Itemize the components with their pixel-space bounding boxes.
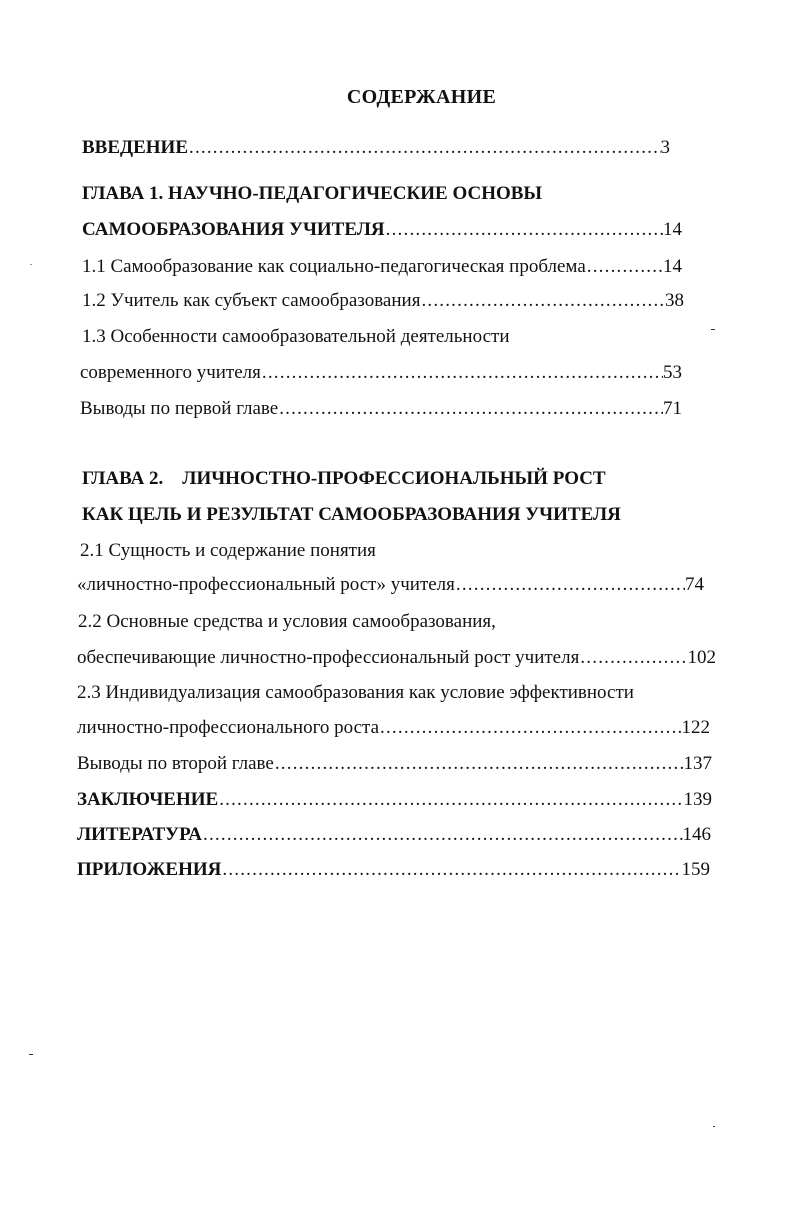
toc-entry-1-1 [82, 255, 682, 279]
toc-entry-page: 137 [683, 753, 712, 774]
dot-leader [579, 646, 687, 670]
toc-entry-conclusion [77, 788, 712, 812]
toc-entry-2-2 [77, 646, 716, 670]
toc-entry-literature [77, 823, 711, 847]
toc-entry-page: 3 [660, 137, 670, 158]
toc-entry-2-2-line1: 2.2 Основные средства и условия самообразования, [78, 611, 496, 632]
toc-entry-2-1-line1: 2.1 Сущность и содержание понятия [80, 540, 376, 561]
scan-speck [29, 1054, 33, 1055]
chapter2-heading-line1: ГЛАВА 2. ЛИЧНОСТНО-ПРОФЕССИОНАЛЬНЫЙ РОСТ [82, 468, 606, 489]
dot-leader [261, 361, 663, 385]
toc-entry-page: 74 [685, 574, 704, 595]
toc-entry-page: 53 [663, 362, 682, 383]
toc-entry-label: современного учителя [80, 362, 261, 383]
toc-entry-page: 146 [682, 824, 711, 845]
toc-entry-label: личностно-профессионального роста [77, 717, 380, 738]
chapter1-heading-line1: ГЛАВА 1. НАУЧНО-ПЕДАГОГИЧЕСКИЕ ОСНОВЫ [82, 183, 543, 204]
toc-entry-intro [82, 136, 670, 160]
toc-entry-label: ЗАКЛЮЧЕНИЕ [77, 789, 219, 810]
scan-speck [711, 329, 715, 330]
chapter2-heading-line2: КАК ЦЕЛЬ И РЕЗУЛЬТАТ САМООБРАЗОВАНИЯ УЧИТЕЛЯ [82, 504, 621, 525]
toc-entry-page: 102 [687, 647, 716, 668]
toc-entry-label: ПРИЛОЖЕНИЯ [77, 859, 222, 880]
toc-entry-1-2 [82, 289, 684, 313]
toc-entry-2-3 [77, 716, 710, 740]
toc-entry-page: 38 [665, 290, 684, 311]
toc-entry-page: 139 [683, 789, 712, 810]
toc-entry-2-3-line1: 2.3 Индивидуализация самообразования как условие эффективности [77, 682, 634, 703]
scan-speck [30, 264, 32, 265]
toc-entry-page: 71 [663, 398, 682, 419]
toc-entry-chapter1-conclusions [80, 397, 682, 421]
toc-entry-label: «личностно-профессиональный рост» учителя [77, 574, 455, 595]
dot-leader [379, 716, 681, 740]
dot-leader [420, 289, 665, 313]
toc-entry-page: 14 [663, 256, 682, 277]
dot-leader [278, 397, 663, 421]
toc-entry-label: обеспечивающие личностно-профессиональный рост учителя [77, 647, 580, 668]
dot-leader [221, 858, 681, 882]
dot-leader [455, 573, 685, 597]
toc-entry-label: Выводы по первой главе [80, 398, 279, 419]
toc-title: СОДЕРЖАНИЕ [346, 86, 497, 108]
toc-entry-page: 159 [681, 859, 710, 880]
toc-entry-label: 1.1 Самообразование как социально-педагогическая проблема [82, 256, 586, 277]
toc-entry-label: Выводы по второй главе [77, 753, 274, 774]
toc-entry-label: 1.2 Учитель как субъект самообразования [82, 290, 421, 311]
toc-entry-page: 14 [663, 219, 682, 240]
scan-speck [713, 1126, 715, 1127]
dot-leader [202, 823, 682, 847]
dot-leader [385, 218, 663, 242]
toc-entry-2-1 [77, 573, 704, 597]
toc-entry-chapter2-conclusions [77, 752, 712, 776]
dot-leader [218, 788, 683, 812]
dot-leader [274, 752, 684, 776]
toc-entry-label: САМООБРАЗОВАНИЯ УЧИТЕЛЯ [82, 219, 385, 240]
dot-leader [188, 136, 661, 160]
toc-entry-page: 122 [681, 717, 710, 738]
toc-entry-label: ВВЕДЕНИЕ [82, 137, 188, 158]
toc-entry-label: ЛИТЕРАТУРА [77, 824, 203, 845]
toc-entry-1-3-line1: 1.3 Особенности самообразовательной деятельности [82, 326, 510, 347]
dot-leader [586, 255, 663, 279]
toc-entry-1-3 [80, 361, 682, 385]
toc-entry-chapter1 [82, 218, 682, 242]
toc-entry-appendices [77, 858, 710, 882]
